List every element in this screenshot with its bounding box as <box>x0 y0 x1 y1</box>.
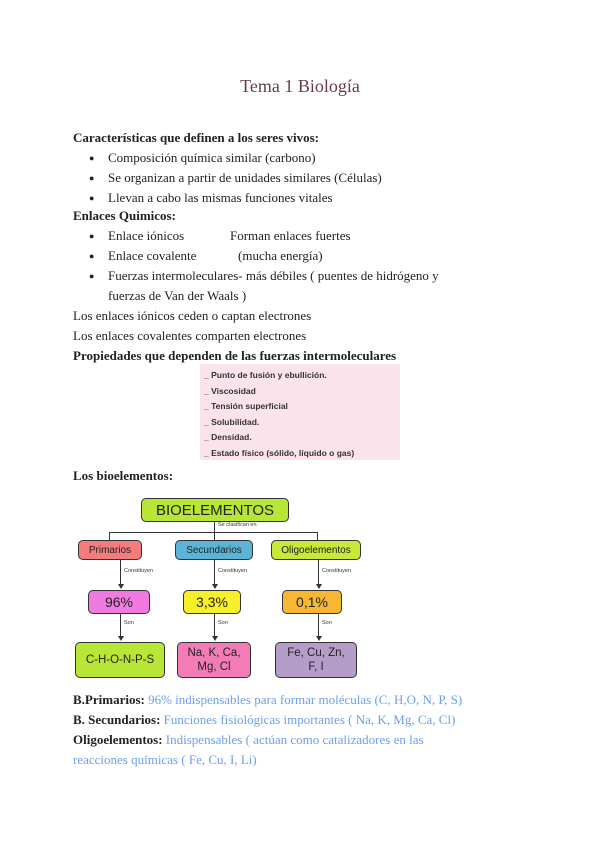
connector <box>318 614 319 638</box>
summary-line <box>73 690 543 710</box>
bond-note: Forman enlaces fuertes <box>230 228 351 243</box>
list-item: ● Llevan a cabo las mismas funciones vitales <box>73 188 543 208</box>
text-line: Los enlaces iónicos ceden o captan electrones <box>73 308 312 323</box>
category-oligoelementos: Oligoelementos <box>271 540 361 560</box>
property-item: _ Densidad. <box>204 432 252 442</box>
list-item <box>73 226 543 246</box>
property-item: _ Viscosidad <box>204 385 256 396</box>
percent-primarios: 96% <box>88 590 150 614</box>
summary-line <box>73 710 543 730</box>
property-item: _ Punto de fusión y ebullición. <box>204 370 327 380</box>
percent-oligoelementos: 0,1% <box>282 590 342 614</box>
list-item: ● Composición química similar (carbono) <box>73 148 543 168</box>
arrow-label: Constituyen <box>218 568 248 574</box>
characteristics-list <box>73 148 543 208</box>
bond-type: Enlace covalente <box>108 248 197 263</box>
section-heading: Enlaces Quimicos: <box>73 208 176 223</box>
connector <box>214 522 215 532</box>
diagram-root: BIOELEMENTOS <box>141 498 289 522</box>
arrow-down-icon <box>316 636 322 641</box>
connector <box>214 532 215 540</box>
diagram-label: Se clasifican en <box>218 522 257 528</box>
property-item: _ Solubilidad. <box>204 416 260 427</box>
elements-secundarios: Na, K, Ca, Mg, Cl <box>177 642 251 678</box>
connector <box>318 560 319 586</box>
connector <box>120 560 121 586</box>
category-primarios: Primarios <box>78 540 142 560</box>
list-item <box>73 266 543 306</box>
summary-term: B.Primarios: <box>73 692 145 707</box>
arrow-down-icon <box>118 584 124 589</box>
elements-oligoelementos: Fe, Cu, Zn, F, I <box>275 642 357 678</box>
summary-line <box>73 730 543 750</box>
connector <box>317 532 318 540</box>
list-item <box>73 246 543 266</box>
page-title: Tema 1 Biología <box>240 76 360 96</box>
summary-text: reacciones químicas ( Fe, Cu, I, Li) <box>73 752 257 767</box>
properties-box <box>200 364 400 460</box>
arrow-down-icon <box>118 636 124 641</box>
section-heading: Propiedades que dependen de las fuerzas intermoleculares <box>73 348 397 363</box>
arrow-down-icon <box>212 584 218 589</box>
property-item: _ Estado físico (sólido, líquido o gas) <box>204 447 355 458</box>
arrow-label: Constituyen <box>124 568 154 574</box>
elements-primarios: C-H-O-N-P-S <box>75 642 165 678</box>
bioelements-diagram <box>73 496 373 682</box>
connector <box>214 614 215 638</box>
category-secundarios: Secundarios <box>175 540 253 560</box>
arrow-down-icon <box>316 584 322 589</box>
section-bonds <box>73 206 543 366</box>
arrow-label: Constituyen <box>322 568 352 574</box>
list-line: Fuerzas intermoleculares- más débiles ( puentes de hidrógeno y <box>108 268 439 283</box>
bonds-list <box>73 226 543 306</box>
section-summary <box>73 690 543 770</box>
summary-term: Oligoelementos: <box>73 732 163 747</box>
summary-text: Funciones fisiológicas importantes ( Na, K, Mg, Ca, Cl) <box>163 712 456 727</box>
section-characteristics <box>73 128 543 208</box>
summary-term: B. Secundarios: <box>73 712 161 727</box>
connector <box>120 614 121 638</box>
summary-text: 96% indispensables para formar moléculas (C, H,O, N, P, S) <box>148 692 463 707</box>
text-line: Los enlaces covalentes comparten electrones <box>73 328 307 343</box>
arrow-down-icon <box>212 636 218 641</box>
list-line: fuerzas de Van der Waals ) <box>108 288 247 303</box>
section-heading: Los bioelementos: <box>73 468 174 483</box>
list-item: ● Se organizan a partir de unidades similares (Células) <box>73 168 543 188</box>
connector <box>109 532 110 540</box>
arrow-label: Son <box>322 620 332 626</box>
property-item: _ Tensión superficial <box>204 401 288 411</box>
section-heading: Características que definen a los seres vivos: <box>73 130 320 145</box>
arrow-label: Son <box>124 620 134 626</box>
connector <box>109 532 317 533</box>
connector <box>214 560 215 586</box>
bond-type: Enlace iónicos <box>108 228 185 243</box>
percent-secundarios: 3,3% <box>183 590 241 614</box>
bond-note: (mucha energía) <box>238 248 323 263</box>
summary-text: Indispensables ( actúan como catalizadores en las <box>165 732 424 747</box>
arrow-label: Son <box>218 620 228 626</box>
